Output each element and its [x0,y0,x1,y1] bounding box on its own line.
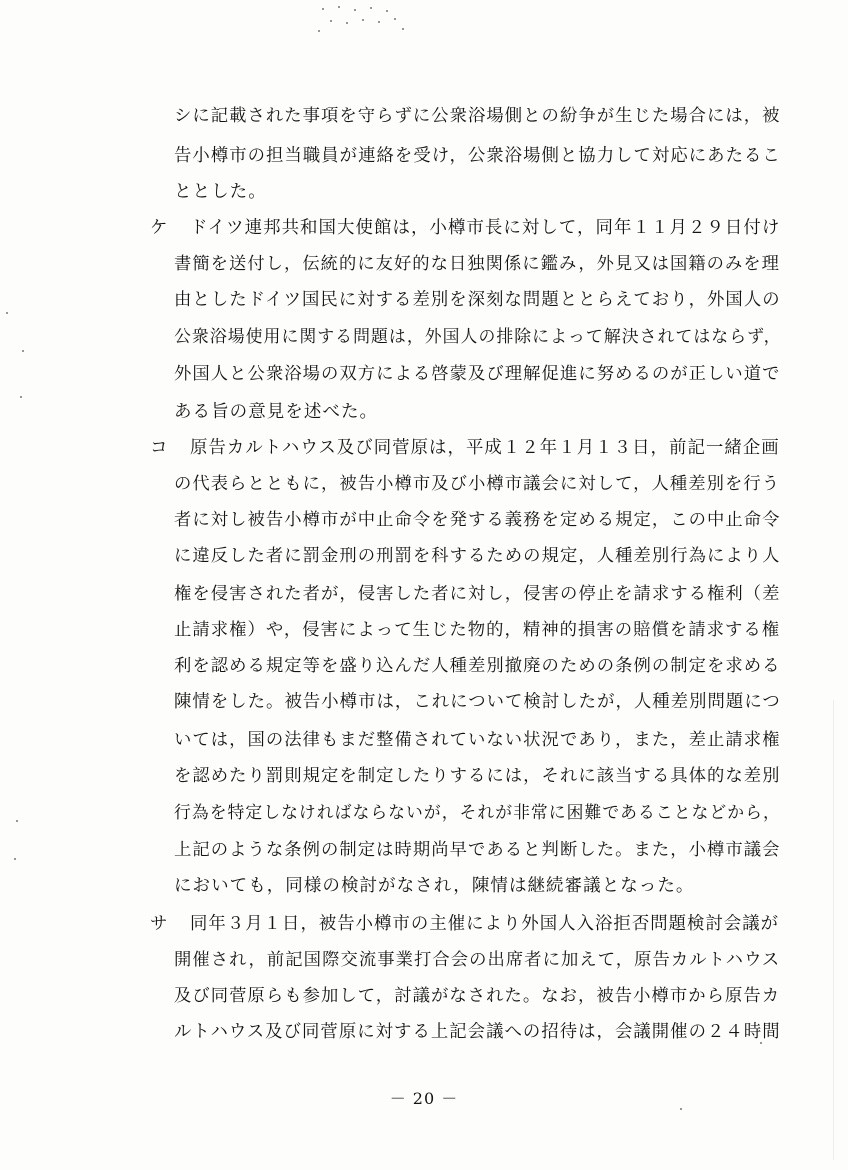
paragraph-marker: ケ [150,218,169,238]
text-line: 陳情をした。被告小樽市は，これについて検討したが，人種差別問題につ [174,692,781,712]
text-line: 外国人と公衆浴場の双方による啓蒙及び理解促進に努めるのが正しい道で [174,364,781,384]
text-line: 止請求権）や，侵害によって生じた物的，精神的損害の賠償を請求する権 [174,620,781,640]
text-line: ととした。 [174,182,267,202]
text-line: 上記のような条例の制定は時期尚早であると判断した。また，小樽市議会 [174,840,781,860]
text-line: ルトハウス及び同菅原に対する上記会議への招待は，会議開催の２４時間 [174,1022,781,1042]
text-line: シに記載された事項を守らずに公衆浴場側との紛争が生じた場合には，被 [174,106,781,126]
text-line: 書簡を送付し，伝統的に友好的な日独関係に鑑み，外見又は国籍のみを理 [174,254,780,274]
text-line: 由としたドイツ国民に対する差別を深刻な問題ととらえており，外国人の [174,290,781,310]
text-line: においても，同様の検討がなされ，陳情は継続審議となった。 [174,876,695,896]
text-line: を認めたり罰則規定を制定したりするには，それに該当する具体的な差別 [174,766,781,786]
text-line: 告小樽市の担当職員が連絡を受け，公衆浴場側と協力して対応にあたるこ [174,146,781,166]
text-line: 利を認める規定等を盛り込んだ人種差別撤廃のための条例の制定を求める [174,656,781,676]
text-line: に違反した者に罰金刑の刑罰を科するための規定，人種差別行為により人 [174,546,781,566]
text-line: 開催され，前記国際交流事業打合会の出席者に加えて，原告カルトハウス [174,950,781,970]
text-line: 原告カルトハウス及び同菅原は，平成１２年１月１３日，前記一緒企画 [190,438,780,458]
text-line: 者に対し被告小樽市が中止命令を発する義務を定める規定，この中止命令 [174,510,781,530]
text-line: 同年３月１日，被告小樽市の主催により外国人入浴拒否問題検討会議が [190,914,780,934]
text-line: 行為を特定しなければならないが，それが非常に困難であることなどから， [174,802,781,822]
text-line: 公衆浴場使用に関する問題は，外国人の排除によって解決されてはならず， [174,326,782,346]
page-number: － 20 － [389,1089,459,1108]
paragraph-marker: コ [150,438,169,458]
text-line: ドイツ連邦共和国大使館は，小樽市長に対して，同年１１月２９日付け [190,218,781,238]
paragraph-marker: サ [150,914,169,934]
text-line: の代表らとともに，被告小樽市及び小樽市議会に対して，人種差別を行う [174,474,781,494]
text-line: ある旨の意見を述べた。 [174,402,379,422]
text-line: 権を侵害された者が，侵害した者に対し，侵害の停止を請求する権利（差 [174,584,781,604]
text-line: いては，国の法律もまだ整備されていない状況であり，また，差止請求権 [174,730,781,750]
text-line: 及び同菅原らも参加して，討議がなされた。なお，被告小樽市から原告カ [174,986,781,1006]
